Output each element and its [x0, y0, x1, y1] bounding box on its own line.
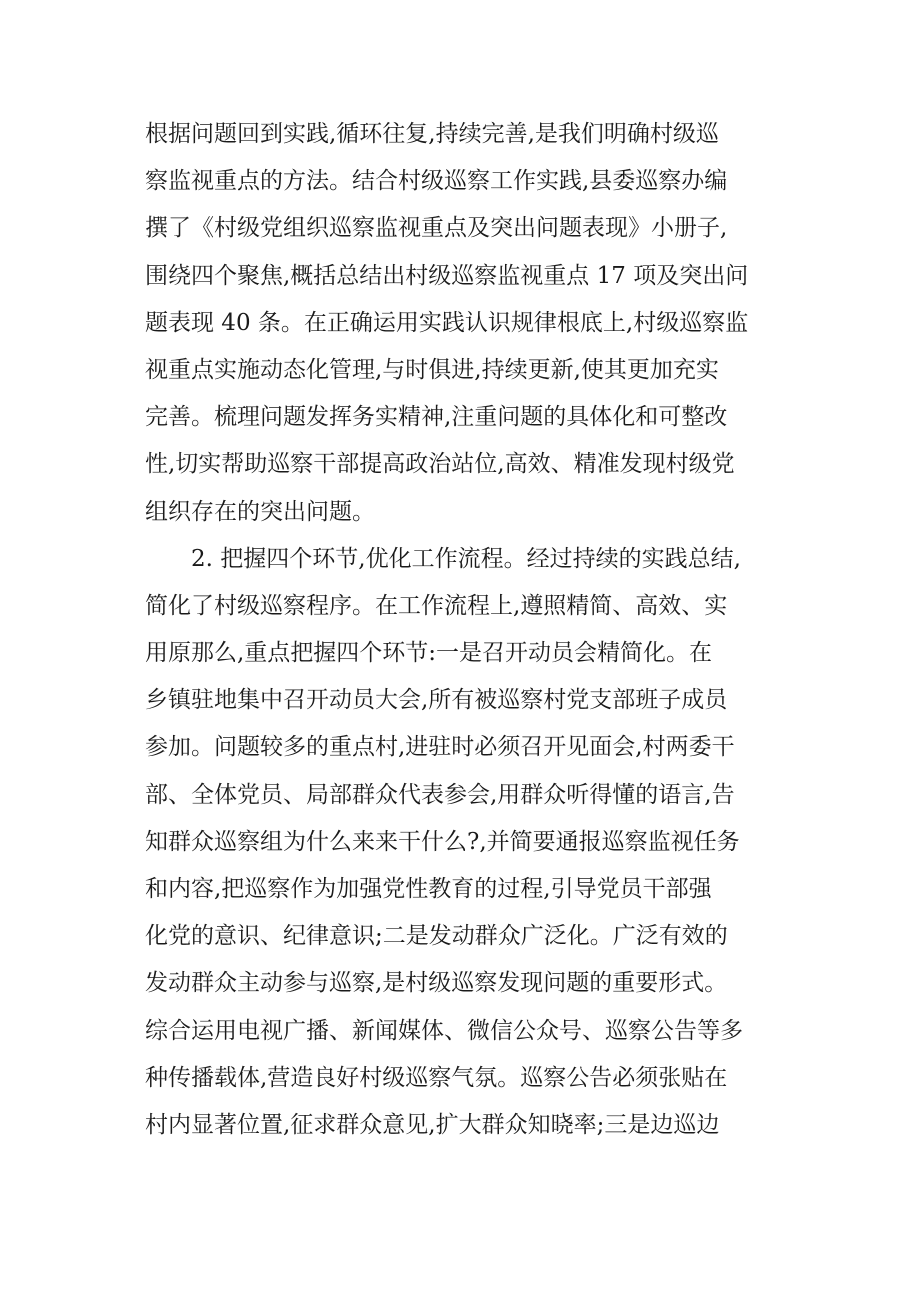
text-line: 部、全体党员、局部群众代表参会,用群众听得懂的语言,告: [145, 781, 735, 808]
text-line: 综合运用电视广播、新闻媒体、微信公众号、巡察公告等多: [145, 1017, 743, 1044]
text-line: 知群众巡察组为什么来来干什么?,并简要通报巡察监视任务: [145, 828, 740, 855]
text-line: 种传播载体,营造良好村级巡察气氛。巡察公告必须张贴在: [145, 1064, 728, 1091]
text-line: 化党的意识、纪律意识;二是发动群众广泛化。广泛有效的: [145, 923, 728, 950]
body-text: [145, 111, 785, 1149]
text-line: 撰了《村级党组织巡察监视重点及突出问题表现》小册子,: [145, 215, 728, 242]
text-line: 根据问题回到实践,循环往复,持续完善,是我们明确村级巡: [145, 121, 719, 147]
paragraph-heading-line: 2. 把握四个环节,优化工作流程。经过持续的实践总结,: [191, 545, 741, 572]
text-line: 视重点实施动态化管理,与时俱进,持续更新,使其更加充实: [145, 356, 719, 383]
text-line: 发动群众主动参与巡察,是村级巡察发现问题的重要形式。: [145, 970, 728, 997]
text-line: 性,切实帮助巡察干部提高政治站位,高效、精准发现村级党: [145, 451, 735, 478]
text-line: 乡镇驻地集中召开动员大会,所有被巡察村党支部班子成员: [145, 687, 728, 714]
text-line: 完善。梳理问题发挥务实精神,注重问题的具体化和可整改: [145, 404, 728, 431]
text-line: 用原那么,重点把握四个环节:一是召开动员会精简化。在: [145, 640, 713, 667]
text-line: 和内容,把巡察作为加强党性教育的过程,引导党员干部强: [145, 876, 712, 902]
text-line: 参加。问题较多的重点村,进驻时必须召开见面会,村两委干: [145, 734, 735, 761]
text-line: 察监视重点的方法。结合村级巡察工作实践,县委巡察办编: [145, 168, 728, 195]
text-line: 简化了村级巡察程序。在工作流程上,遵照精简、高效、实: [145, 592, 728, 619]
text-line: 村内显著位置,征求群众意见,扩大群众知晓率;三是边巡边: [145, 1111, 720, 1138]
text-line: 组织存在的突出问题。: [145, 498, 375, 525]
text-line: 围绕四个聚焦,概括总结出村级巡察监视重点 17 项及突出问: [145, 262, 749, 289]
text-line: 题表现 40 条。在正确运用实践认识规律根底上,村级巡察监: [145, 309, 749, 336]
